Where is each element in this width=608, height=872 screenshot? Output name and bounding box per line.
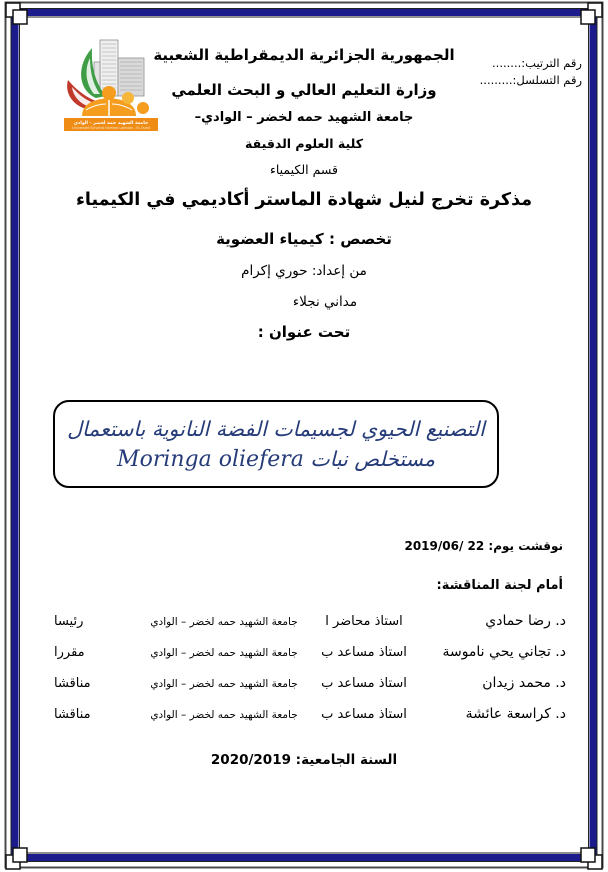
- faculty-line: كلية العلوم الدقيقة: [245, 136, 363, 151]
- thesis-title-box: [53, 400, 499, 488]
- corner-ornament-top-left: [6, 3, 27, 24]
- table-row: [42, 675, 566, 706]
- member-role: مناقشا: [54, 707, 91, 722]
- reg-serial-line: رقم التسلسل:.........: [479, 73, 582, 87]
- table-row: [42, 613, 566, 644]
- ministry-line: وزارة التعليم العالي و البحث العلمي: [171, 81, 437, 99]
- member-university: جامعة الشهيد حمه لخضر – الوادي: [150, 647, 298, 659]
- thesis-title-line1: التصنيع الحيوي لجسيمات الفضة النانوية باستعمال: [67, 416, 485, 441]
- corner-ornament-top-right: [581, 3, 602, 24]
- defense-date-label: نوقشت يوم:: [484, 539, 563, 553]
- member-name: د. رضا حمادي: [485, 613, 566, 629]
- defense-date-value: 2019/06/ 22: [404, 539, 485, 553]
- member-university: جامعة الشهيد حمه لخضر – الوادي: [150, 678, 298, 690]
- logo-name-french: Université Echahid Hamma Lakhdar - El-Oued: [72, 126, 150, 131]
- member-role: رئيسا: [54, 614, 84, 629]
- member-name: د. تجاني يحي ناموسة: [442, 644, 566, 660]
- under-title-line: تحت عنوان :: [257, 323, 351, 341]
- corner-ornament-bottom-right: [581, 848, 602, 869]
- academic-year-label: السنة الجامعية:: [290, 752, 398, 768]
- prepared-by-second-author: مداني نجلاء: [292, 294, 358, 310]
- republic-line: الجمهورية الجزائرية الديمقراطية الشعبية: [153, 46, 455, 64]
- member-rank: استاذ محاضر ا: [325, 614, 403, 629]
- member-role: مقررا: [54, 645, 85, 660]
- specialty-line: تخصص : كيمياء العضوية: [216, 230, 392, 248]
- member-rank: استاذ مساعد ب: [321, 645, 407, 660]
- academic-year-value: 2020/2019: [210, 752, 291, 768]
- reg-order-line: رقم الترتيب:........: [492, 56, 582, 70]
- thesis-title-line2: [117, 447, 435, 472]
- member-university: جامعة الشهيد حمه لخضر – الوادي: [150, 616, 298, 628]
- prepared-by-line: من إعداد: حوري إكرام: [241, 263, 367, 279]
- table-row: [42, 644, 566, 675]
- member-name: د. محمد زيدان: [482, 675, 566, 691]
- thesis-title-line2-arabic: مستخلص نبات: [310, 446, 435, 471]
- committee-heading: أمام لجنة المناقشة:: [436, 578, 563, 593]
- member-role: مناقشا: [54, 676, 91, 691]
- corner-ornament-bottom-left: [6, 848, 27, 869]
- memo-type-line: مذكرة تخرج لنيل شهادة الماستر أكاديمي في الكيمياء: [75, 190, 533, 210]
- logo-name-arabic: جامعة الشهيد حمه لخضر - الوادي: [73, 121, 149, 126]
- university-line: جامعة الشهيد حمه لخضر – الوادي–: [194, 110, 414, 125]
- committee-table: [42, 613, 566, 737]
- member-rank: استاذ مساعد ب: [321, 707, 407, 722]
- member-name: د. كراسعة عائشة: [465, 706, 566, 722]
- academic-year-line: [0, 752, 608, 768]
- department-line: قسم الكيمياء: [269, 162, 339, 177]
- defense-date-line: [404, 539, 563, 553]
- table-row: [42, 706, 566, 737]
- member-university: جامعة الشهيد حمه لخضر – الوادي: [150, 709, 298, 721]
- member-rank: استاذ مساعد ب: [321, 676, 407, 691]
- thesis-title-species-name: Moringa oliefera: [117, 446, 304, 472]
